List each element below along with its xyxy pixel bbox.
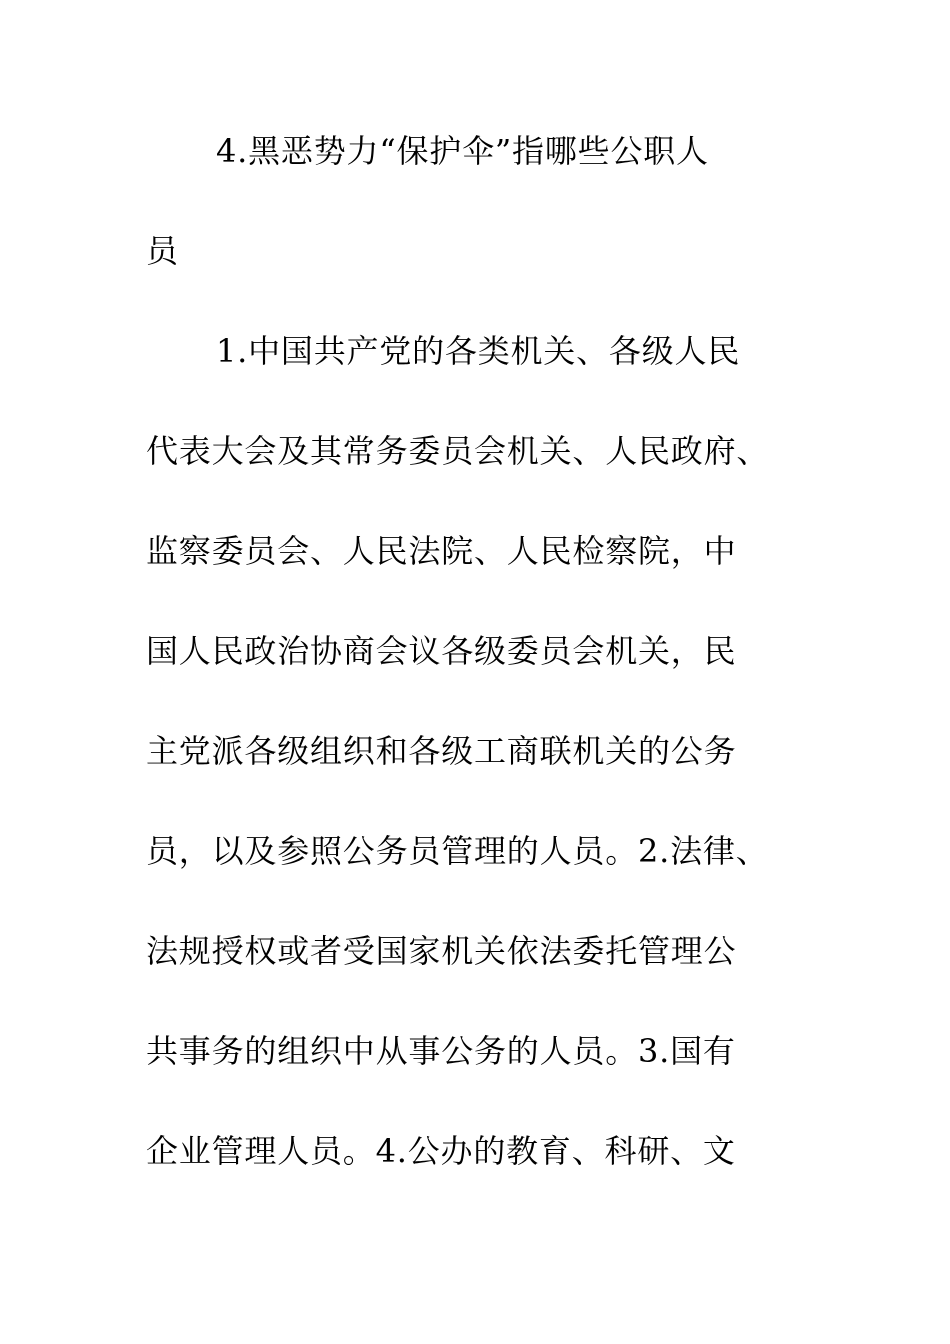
paragraph-line: 企业管理人员。4.公办的教育、科研、文 <box>146 1132 736 1170</box>
paragraph-line: 员，以及参照公务员管理的人员。2.法律、 <box>146 832 769 870</box>
paragraph-line: 代表大会及其常务委员会机关、人民政府、 <box>146 432 770 470</box>
paragraph-line: 法规授权或者受国家机关依法委托管理公 <box>146 932 737 970</box>
section-heading-line-2: 员 <box>146 232 179 270</box>
section-heading-line-1: 4.黑恶势力“保护伞”指哪些公职人 <box>216 132 709 170</box>
document-body <box>146 126 806 1226</box>
paragraph-line: 共事务的组织中从事公务的人员。3.国有 <box>146 1032 736 1070</box>
paragraph-line: 国人民政治协商会议各级委员会机关，民 <box>146 632 737 670</box>
paragraph-line: 监察委员会、人民法院、人民检察院，中 <box>146 532 737 570</box>
paragraph-line: 1.中国共产党的各类机关、各级人民 <box>216 332 741 370</box>
paragraph-line: 主党派各级组织和各级工商联机关的公务 <box>146 732 737 770</box>
